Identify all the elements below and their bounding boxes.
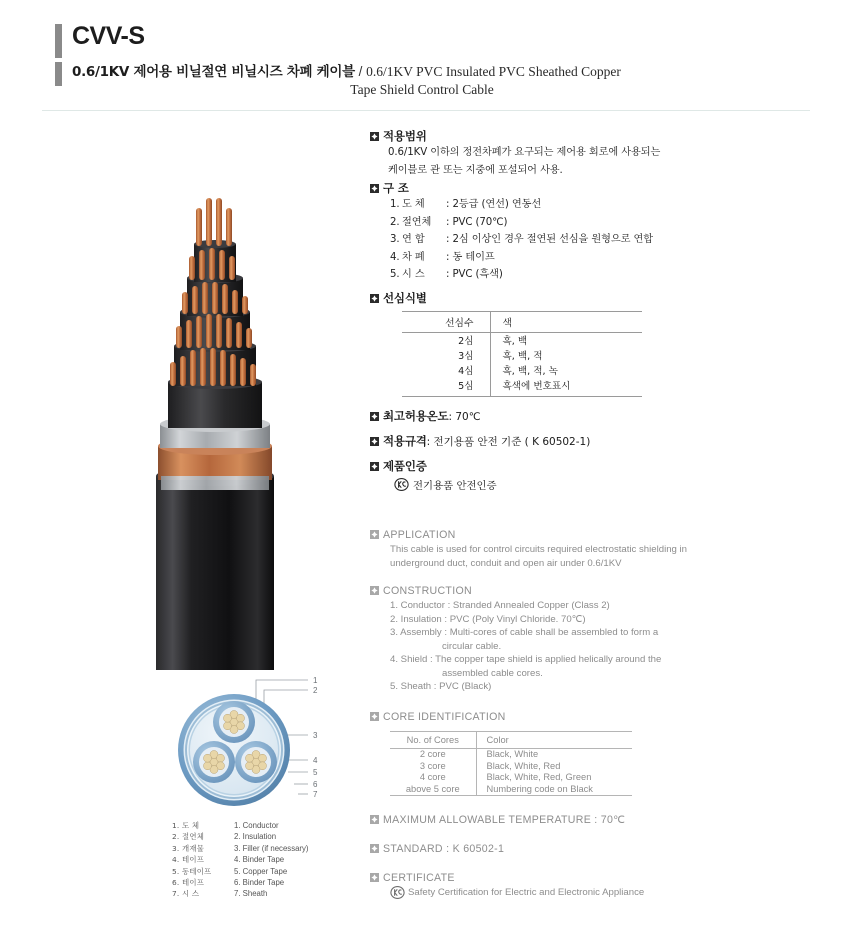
legend-korean: 2. 절연체 <box>172 832 205 842</box>
title-accent-bar <box>55 24 62 58</box>
cell-cores: above 5 core <box>405 784 460 795</box>
cross-section-diagram <box>168 670 348 820</box>
item-name: 도 체 <box>402 199 425 210</box>
heading-text: 제품인증 <box>383 459 427 473</box>
column-header-cores: 선심수 <box>402 311 490 332</box>
korean-construction-item <box>390 214 851 232</box>
heading-text: 적용범위 <box>383 129 427 143</box>
english-construction-item <box>390 599 851 613</box>
item-name: 연 합 <box>402 234 425 245</box>
callout-4: 4 <box>313 756 318 765</box>
item-number: 2. <box>390 216 400 228</box>
english-specifications <box>370 528 851 899</box>
cell-color: 흑색에 번호표시 <box>490 378 642 397</box>
cell-cores: 3 core <box>419 760 446 771</box>
legend-korean: 6. 테이프 <box>172 878 205 888</box>
heading-text: CORE IDENTIFICATION <box>383 710 506 723</box>
korean-construction-item <box>390 266 851 284</box>
cell-cores: 5심 <box>458 381 474 392</box>
heading-text: 선심식별 <box>383 290 427 305</box>
table-row <box>390 783 632 795</box>
legend-item <box>172 831 347 842</box>
item-text: 2. Insulation : PVC (Poly Vinyl Chloride. 70℃) <box>390 613 586 625</box>
column-header-color: Color <box>476 731 632 748</box>
korean-construction-item <box>390 196 851 214</box>
legend-korean: 1. 도 체 <box>172 821 200 830</box>
legend-english: 3. Filler (if necessary) <box>234 843 309 853</box>
english-construction-item <box>390 613 851 627</box>
bullet-marker-icon <box>370 844 379 853</box>
table-row <box>402 332 642 348</box>
korean-construction-item <box>390 249 851 267</box>
column-header-color: 색 <box>490 311 642 332</box>
korean-certificate-heading <box>370 458 851 474</box>
cell-cores: 3심 <box>458 351 474 362</box>
item-name: 차 폐 <box>402 251 425 263</box>
legend-item <box>172 888 347 899</box>
legend-english: 1. Conductor <box>234 821 279 830</box>
cell-color: 흑, 백, 적 <box>490 348 642 363</box>
bullet-marker-icon <box>370 712 379 721</box>
value-text: : 70℃ <box>448 411 481 423</box>
label-text: 적용규격 <box>383 434 427 448</box>
english-construction-item <box>390 626 851 653</box>
table-row <box>390 760 632 772</box>
cell-cores: 2 core <box>419 749 446 760</box>
left-illustration-column <box>0 120 370 940</box>
column-header-cores: No. of Cores <box>390 731 476 748</box>
heading-text: 구 조 <box>383 181 409 195</box>
subtitle-separator: / <box>354 64 367 79</box>
specifications-column <box>370 128 851 899</box>
english-standard <box>370 842 851 857</box>
bullet-marker-icon <box>370 294 379 303</box>
table-row <box>402 363 642 378</box>
bullet-marker-icon <box>370 873 379 882</box>
cell-color: 흑, 백, 적, 녹 <box>490 363 642 378</box>
page-subtitle <box>72 62 772 82</box>
subtitle-accent-bar <box>55 62 62 86</box>
bullet-marker-icon <box>370 184 379 193</box>
subtitle-english-line1: 0.6/1KV PVC Insulated PVC Sheathed Copper <box>366 64 621 79</box>
cell-color: Black, White, Red <box>476 760 632 772</box>
item-continuation: assembled cable cores. <box>442 667 543 679</box>
table-header-row <box>402 311 642 332</box>
diagram-legend <box>172 820 347 900</box>
callout-7: 7 <box>313 790 318 799</box>
cell-color: Black, White <box>476 748 632 760</box>
page-header <box>0 0 851 118</box>
english-application-heading <box>370 528 851 543</box>
item-number: 1. <box>390 199 400 210</box>
bullet-marker-icon <box>370 462 379 471</box>
kc-safety-mark-icon <box>394 478 409 491</box>
item-value: : 동 테이프 <box>446 251 495 263</box>
korean-scope-line1: 0.6/1KV 이하의 정전차폐가 요구되는 제어용 회로에 사용되는 <box>388 147 661 158</box>
item-value: : PVC (흑색) <box>446 269 503 280</box>
item-text: 3. Assembly : Multi-cores of cable shall be assembled to form a <box>390 627 659 638</box>
label-text: 최고허용온도 <box>383 409 449 423</box>
item-text: 4. Shield : The copper tape shield is applied helically around the <box>390 654 662 665</box>
legend-korean: 7. 시 스 <box>172 889 200 899</box>
legend-korean: 5. 동테이프 <box>172 866 212 876</box>
item-name: 절연체 <box>402 216 432 228</box>
korean-construction-heading <box>370 180 851 196</box>
item-value: : PVC (70℃) <box>446 216 508 228</box>
bullet-marker-icon <box>370 530 379 539</box>
table-row <box>402 378 642 397</box>
korean-certificate-line <box>394 477 851 492</box>
korean-maxtemp <box>370 408 851 425</box>
korean-scope-heading <box>370 128 851 144</box>
legend-english: 6. Binder Tape <box>234 878 285 888</box>
table-row <box>390 772 632 784</box>
table-bottom-rule <box>402 397 642 399</box>
callout-1: 1 <box>313 676 318 685</box>
kc-safety-mark-icon <box>390 886 405 899</box>
english-application-line2: underground duct, conduit and open air under 0.6/1KV <box>390 557 622 569</box>
korean-construction-item <box>390 231 851 249</box>
cell-color: 흑, 백 <box>490 332 642 348</box>
cell-color: Black, White, Red, Green <box>476 772 632 784</box>
legend-korean: 3. 개재물 <box>172 843 205 853</box>
english-certificate-line <box>390 886 851 899</box>
english-maxtemp <box>370 813 851 828</box>
item-value: : 2심 이상인 경우 절연된 선심을 원형으로 연합 <box>446 234 654 245</box>
header-divider <box>42 110 810 111</box>
table-row <box>402 348 642 363</box>
heading-text: CONSTRUCTION <box>383 585 472 597</box>
certificate-text: 전기용품 안전인증 <box>413 480 497 492</box>
bullet-marker-icon <box>370 815 379 824</box>
item-text: 1. Conductor : Stranded Annealed Copper (Class 2) <box>390 600 610 611</box>
callout-2: 2 <box>313 686 318 695</box>
item-text: 5. Sheath : PVC (Black) <box>390 681 492 692</box>
item-number: 4. <box>390 251 400 263</box>
page-title: CVV-S <box>72 22 145 50</box>
maxtemp-text: MAXIMUM ALLOWABLE TEMPERATURE : 70℃ <box>383 814 626 827</box>
bullet-marker-icon <box>370 412 379 421</box>
legend-item <box>172 877 347 888</box>
legend-korean: 4. 테이프 <box>172 855 205 865</box>
table-row <box>390 748 632 760</box>
item-value: : 2등급 (연선) 연동선 <box>446 199 542 210</box>
subtitle-english-line2: Tape Shield Control Cable <box>350 82 494 97</box>
callout-3: 3 <box>313 731 318 740</box>
cell-cores: 4심 <box>458 366 474 377</box>
english-construction-item <box>390 680 851 694</box>
english-construction-item <box>390 653 851 680</box>
legend-item <box>172 820 347 831</box>
heading-text: APPLICATION <box>383 529 456 541</box>
legend-english: 7. Sheath <box>234 889 268 899</box>
korean-coreid-table <box>402 311 642 399</box>
legend-item <box>172 866 347 877</box>
value-text: : 전기용품 안전 기준 ( K 60502-1) <box>426 436 591 448</box>
legend-item <box>172 843 347 854</box>
english-application-line1: This cable is used for control circuits required electrostatic shielding in <box>390 544 688 555</box>
legend-english: 4. Binder Tape <box>234 855 285 865</box>
english-certificate-heading <box>370 871 851 886</box>
cell-cores: 4 core <box>419 772 446 783</box>
item-continuation: circular cable. <box>442 640 502 652</box>
korean-scope-line2: 케이블로 관 또는 지중에 포설되어 사용. <box>388 165 563 176</box>
item-name: 시 스 <box>402 269 425 280</box>
legend-english: 2. Insulation <box>234 832 277 842</box>
standard-text: STANDARD : K 60502-1 <box>383 843 505 856</box>
cell-color: Numbering code on Black <box>476 783 632 795</box>
korean-coreid-heading <box>370 290 851 306</box>
korean-standard <box>370 433 851 450</box>
table-header-row <box>390 731 632 748</box>
callout-6: 6 <box>313 780 318 789</box>
bullet-marker-icon <box>370 586 379 595</box>
table-bottom-rule <box>390 795 632 797</box>
bullet-marker-icon <box>370 437 379 446</box>
legend-item <box>172 854 347 865</box>
legend-english: 5. Copper Tape <box>234 866 288 876</box>
certificate-text: Safety Certification for Electric and Electronic Appliance <box>408 887 645 899</box>
english-coreid-heading <box>370 710 851 725</box>
korean-specifications <box>370 128 851 492</box>
english-coreid-table <box>390 731 632 798</box>
cable-photo <box>150 150 280 670</box>
heading-text: CERTIFICATE <box>383 872 455 885</box>
item-number: 5. <box>390 269 400 280</box>
english-construction-heading <box>370 584 851 599</box>
bullet-marker-icon <box>370 132 379 141</box>
callout-5: 5 <box>313 768 318 777</box>
item-number: 3. <box>390 234 400 245</box>
cell-cores: 2심 <box>458 336 474 347</box>
subtitle-korean: 0.6/1KV 제어용 비닐절연 비닐시즈 차폐 케이블 <box>72 64 355 80</box>
